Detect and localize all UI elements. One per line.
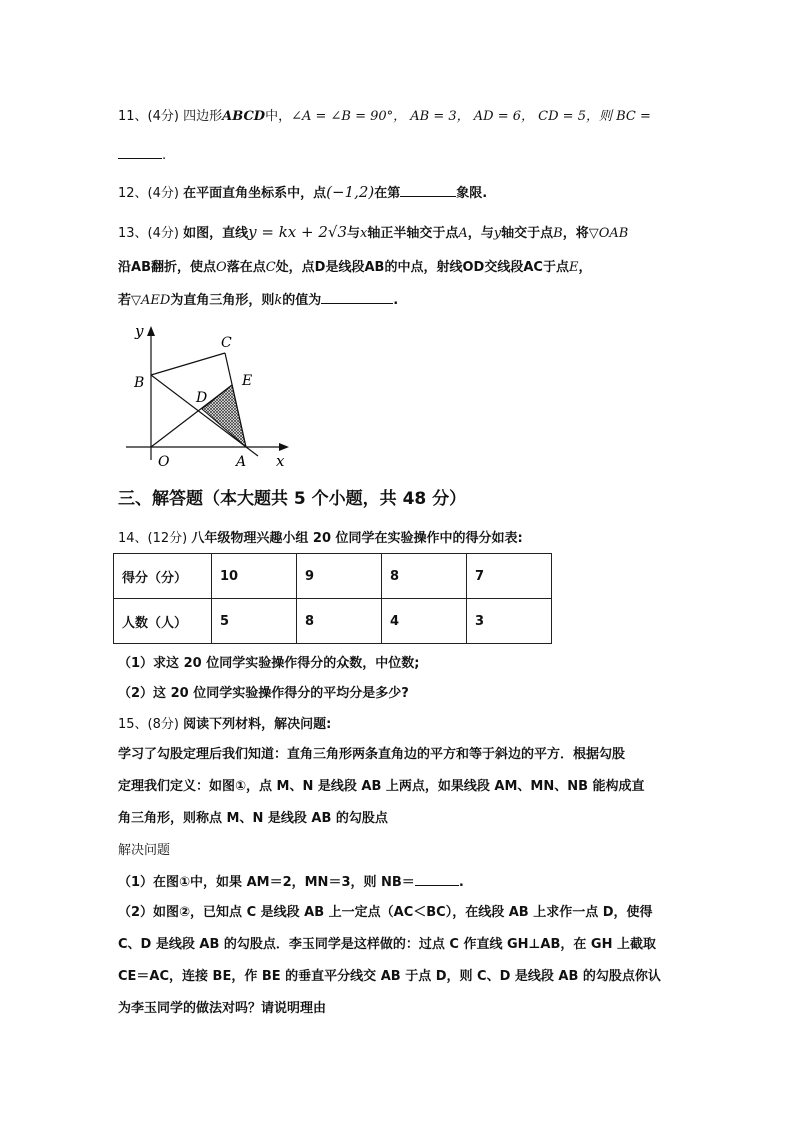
q13-var: AC: [523, 260, 543, 275]
label-y: y: [135, 322, 144, 340]
q13-text: 沿: [118, 260, 132, 275]
label-D: D: [196, 390, 208, 406]
label-x: x: [276, 452, 285, 470]
label-A: A: [236, 454, 247, 470]
q11-shape: ABCD: [222, 109, 266, 124]
q13-text: 的值为: [282, 293, 322, 308]
q11-conditions: ∠A = ∠B = 90°， AB = 3， AD = 6， CD = 5，则 BC =: [291, 109, 651, 124]
q13-line2: [118, 259, 591, 277]
q15-sub2: C、D 是线段 AB 的勾股点．李玉同学是这样做的：过点 C 作直线 GH⊥AB，在 GH 上截取: [118, 937, 657, 952]
q13-var: O: [216, 260, 227, 275]
q15-sub2: CE＝AC，连接 BE，作 BE 的垂直平分线交 AB 于点 D，则 C、D 是线段 AB 的勾股点你认: [118, 969, 661, 984]
q14-line: [118, 530, 523, 548]
q14-sub1: （1）求这 20 位同学实验操作得分的众数，中位数;: [118, 656, 420, 671]
q13-score: (4分): [147, 226, 179, 241]
q12-line: [118, 183, 487, 203]
q13-text: 交线段: [484, 260, 524, 275]
q13-var: ▽AED: [131, 293, 171, 308]
q11-tail: .: [162, 148, 167, 163]
q11-text-b: 中，: [265, 109, 292, 124]
q13-var: y: [493, 226, 502, 241]
score-table: [113, 553, 552, 644]
q13-text: 为直角三角形，则: [170, 293, 275, 308]
q11-score: (4分): [147, 109, 179, 124]
label-C: C: [221, 335, 232, 351]
q13-number: 13、: [118, 226, 148, 241]
q15-number: 15、: [118, 717, 148, 732]
table-row: [114, 599, 552, 644]
table-row-header: 人数（人）: [114, 599, 212, 644]
q15-sub1: [118, 873, 464, 892]
q13-var: AB: [131, 260, 151, 275]
label-O: O: [158, 454, 170, 470]
q13-var: AB: [364, 260, 385, 275]
q13-text: ，与: [467, 226, 494, 241]
q11-answer-blank[interactable]: [118, 146, 162, 159]
q13-text: 如图，直线: [183, 226, 249, 241]
q13-line1: [118, 223, 628, 243]
q14-number: 14、: [118, 531, 148, 546]
q13-var: OD: [462, 260, 485, 275]
y-axis-arrow: [147, 326, 155, 336]
q13-var: B: [553, 226, 563, 241]
q13-var: A: [458, 226, 468, 241]
q15-subheading: 解决问题: [118, 843, 171, 858]
q11-line1: [118, 108, 651, 126]
q15-sub1-tail: .: [458, 875, 464, 890]
q13-text: ，: [578, 260, 592, 275]
q13-var: x: [360, 226, 368, 241]
q15-sub2: （2）如图②，已知点 C 是线段 AB 上一定点（AC＜BC），在线段 AB 上求作一点 D，使得: [118, 905, 653, 920]
q15-sub1-text: （1）在图①中，如果 AM＝2，MN＝3，则 NB＝: [118, 875, 415, 890]
table-cell: 5: [212, 599, 297, 644]
q14-text: 八年级物理兴趣小组 20 位同学在实验操作中的得分如表:: [191, 531, 523, 546]
table-cell: 8: [297, 599, 382, 644]
table-row-header: 得分（分）: [114, 554, 212, 599]
q13-text: 落在点: [226, 260, 266, 275]
q14-sub2: （2）这 20 位同学实验操作得分的平均分是多少?: [118, 686, 409, 701]
table-row: [114, 554, 552, 599]
segment-BC: [151, 353, 225, 375]
q13-equation: y = kx + 2√3: [248, 223, 348, 241]
q12-point: (−1,2): [326, 183, 375, 201]
q13-var: ▽OAB: [588, 226, 629, 241]
table-cell: 8: [382, 554, 467, 599]
q13-line3: [118, 291, 398, 310]
q13-text: 是线段: [325, 260, 365, 275]
table-cell: 9: [297, 554, 382, 599]
label-E: E: [242, 373, 253, 389]
q15-paragraph: 角三角形，则称点 M、N 是线段 AB 的勾股点: [118, 811, 388, 826]
q15-sub2: 为李玉同学的做法对吗？请说明理由: [118, 1001, 327, 1016]
q12-number: 12、: [118, 186, 148, 201]
q13-text: 轴正半轴交于点: [367, 226, 459, 241]
q13-text: 轴交于点: [501, 226, 554, 241]
q15-paragraph: 学习了勾股定理后我们知道：直角三角形两条直角边的平方和等于斜边的平方．根据勾股: [118, 747, 626, 762]
q11-line2: [118, 146, 166, 165]
q13-text: 若: [118, 293, 132, 308]
q12-score: (4分): [147, 186, 179, 201]
table-cell: 10: [212, 554, 297, 599]
q15-score: (8分): [147, 717, 179, 732]
table-cell: 4: [382, 599, 467, 644]
q13-answer-blank[interactable]: [321, 291, 393, 304]
q14-score: (12分): [147, 531, 188, 546]
q13-var: D: [314, 260, 326, 275]
q13-figure: [118, 322, 298, 472]
q11-number: 11、: [118, 109, 148, 124]
table-cell: 7: [467, 554, 552, 599]
q13-var: C: [265, 260, 276, 275]
table-cell: 3: [467, 599, 552, 644]
q15-paragraph: 定理我们定义：如图①，点 M、N 是线段 AB 上两点，如果线段 AM、MN、NB 能构成直: [118, 779, 645, 794]
q13-text: .: [393, 293, 399, 308]
q15-answer-blank[interactable]: [415, 873, 459, 886]
q13-text: 翻折，使点: [151, 260, 217, 275]
q12-answer-blank[interactable]: [400, 184, 456, 197]
q13-text: 的中点，射线: [384, 260, 463, 275]
q12-text-b: 在第: [374, 186, 401, 201]
x-axis-arrow: [279, 443, 289, 451]
q13-text: 于点: [542, 260, 569, 275]
q15-line: [118, 716, 331, 734]
q11-text-a: 四边形: [183, 109, 223, 124]
q13-text: 处，点: [275, 260, 315, 275]
q13-var: k: [274, 293, 283, 308]
q12-text-c: 象限.: [456, 186, 488, 201]
label-B: B: [134, 375, 145, 391]
q13-var: E: [568, 260, 579, 275]
q13-text: ，将: [562, 226, 589, 241]
q12-text-a: 在平面直角坐标系中，点: [183, 186, 327, 201]
section-title: 三、解答题（本大题共 5 个小题，共 48 分）: [118, 489, 467, 509]
q13-text: 与: [347, 226, 361, 241]
q15-text: 阅读下列材料，解决问题:: [183, 717, 332, 732]
